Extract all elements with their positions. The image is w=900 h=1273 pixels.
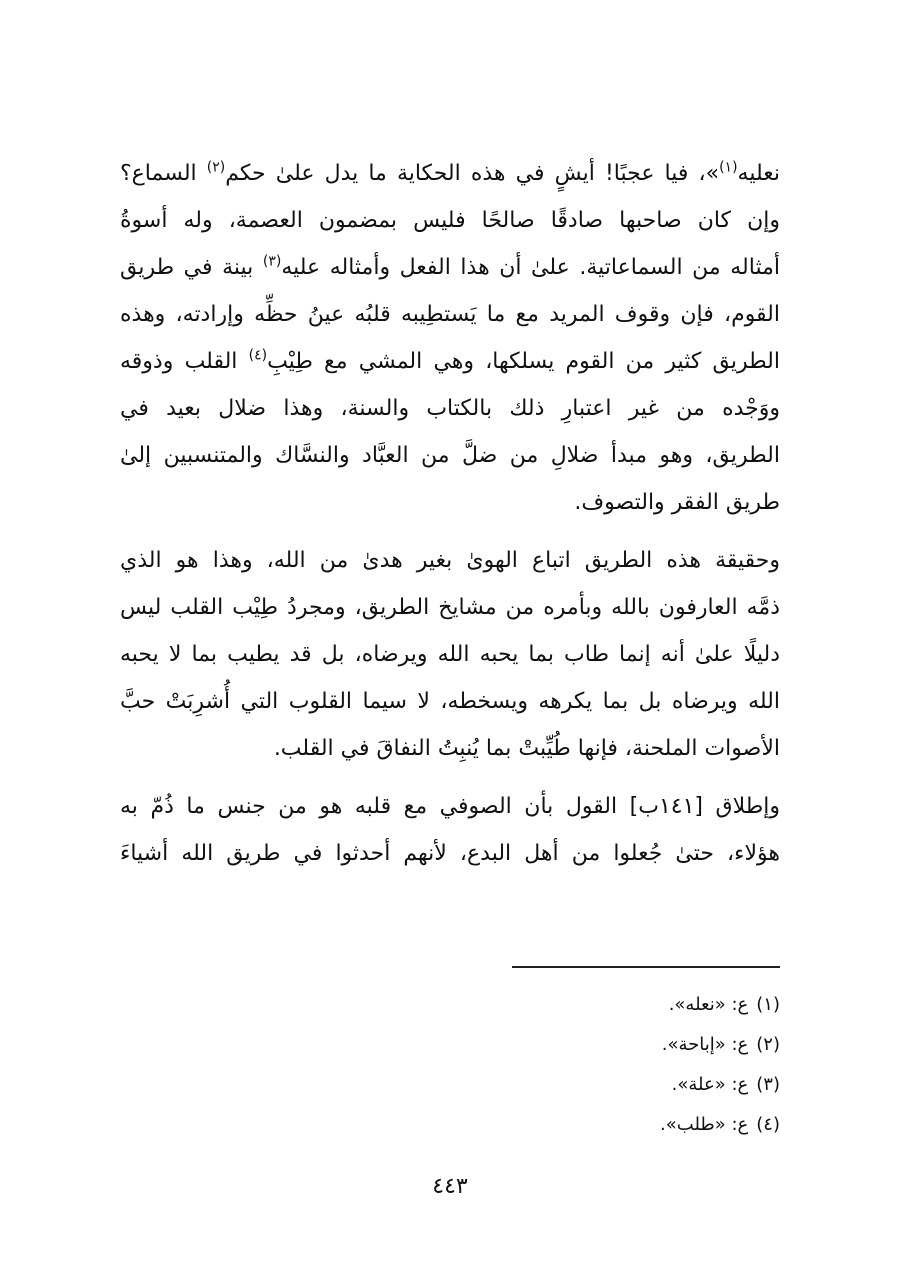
text-line: وإطلاق [١٤١ب] القول بأن الصوفي مع قلبه هو من جنس ما ذُمّ به: [120, 794, 780, 819]
footnote-number: (٤): [756, 1114, 780, 1135]
main-text: [120, 150, 780, 877]
footnote-ref-1[interactable]: (١): [719, 159, 738, 176]
text-run: بينة في طريق: [120, 255, 263, 280]
text-run: »، فيا عجبًا! أيشٍ في هذه الحكاية ما يدل علىٰ حكم: [225, 161, 720, 186]
footnote-text: ع: «نعله».: [668, 994, 749, 1015]
text-run: نعليه: [737, 161, 780, 186]
footnote-item: [380, 1105, 780, 1145]
text-line: [120, 150, 780, 197]
text-line: وإن كان صاحبها صادقًا صالحًا فليس بمضمون العصمة، وله أسوةُ: [120, 208, 780, 233]
footnote-number: (٢): [756, 1034, 780, 1055]
text-line: [120, 244, 780, 291]
text-line: [120, 338, 780, 385]
paragraph-gap: [120, 772, 780, 783]
text-line: طريق الفقر والتصوف.: [574, 490, 780, 515]
footnote-text: ع: «طلب».: [660, 1114, 749, 1135]
text-run: أمثاله من السماعاتية. علىٰ أن هذا الفعل وأمثاله عليه: [281, 255, 780, 280]
text-line: الله ويرضاه بل بما يكرهه ويسخطه، لا سيما القلوب التي أُشرِبَتْ حبَّ: [120, 689, 780, 714]
footnote-number: (١): [756, 994, 780, 1015]
footnote-number: (٣): [756, 1074, 780, 1095]
text-line: هؤلاء، حتىٰ جُعلوا من أهل البدع، لأنهم أحدثوا في طريق الله أشياءَ: [120, 841, 780, 866]
text-run: القلب وذوقه: [120, 349, 249, 374]
text-line: القوم، فإن وقوف المريد مع ما يَستطِيبه قلبُه عينُ حظِّه وإرادته، وهذه: [120, 302, 780, 327]
footnote-separator: [512, 966, 780, 968]
text-line: وحقيقة هذه الطريق اتباع الهوىٰ بغير هدىٰ من الله، وهذا هو الذي: [120, 548, 780, 573]
text-line: دليلًا علىٰ أنه إنما طاب بما يحبه الله ويرضاه، بل قد يطيب بما لا يحبه: [120, 642, 780, 667]
text-run: السماع؟: [120, 161, 207, 186]
footnote-ref-3[interactable]: (٣): [262, 253, 282, 270]
text-run: الطريق كثير من القوم يسلكها، وهي المشي مع طِيْبِ: [267, 349, 780, 374]
footnote-text: ع: «إباحة».: [661, 1034, 749, 1055]
paragraph-gap: [120, 526, 780, 537]
footnote-ref-4[interactable]: (٤): [248, 347, 268, 364]
footnote-text: ع: «علة».: [671, 1074, 749, 1095]
text-line: الأصوات الملحنة، فإنها طُيِّبتْ بما يُنبِتُ النفاقَ في القلب.: [273, 736, 780, 761]
footnotes: [380, 985, 780, 1145]
footnote-item: [380, 1025, 780, 1065]
footnote-item: [380, 985, 780, 1025]
text-line: ووَجْده من غير اعتبارِ ذلك بالكتاب والسنة، وهذا ضلال بعيد في: [120, 396, 780, 421]
footnote-item: [380, 1065, 780, 1105]
footnote-ref-2[interactable]: (٢): [206, 159, 226, 176]
text-line: الطريق، وهو مبدأ ضلالِ من ضلَّ من العبَّاد والنسَّاك والمتنسبين إلىٰ: [120, 443, 780, 468]
page-number: ٤٤٣: [432, 1174, 468, 1199]
text-line: ذمَّه العارفون بالله وبأمره من مشايخ الطريق، ومجردُ طِيْب القلب ليس: [120, 595, 780, 620]
